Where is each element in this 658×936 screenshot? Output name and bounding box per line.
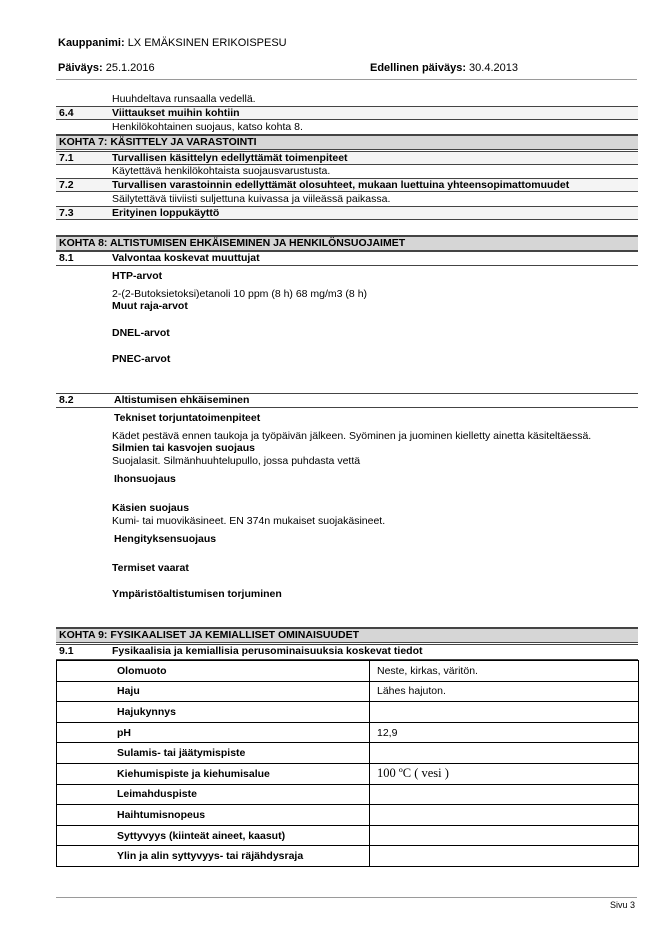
property-value xyxy=(370,805,639,826)
section-9-heading: KOHTA 9: FYSIKAALISET JA KEMIALLISET OMINAISUUDET xyxy=(56,627,638,643)
previous-date-value: 30.4.2013 xyxy=(469,62,518,74)
property-value xyxy=(370,743,639,764)
eye-protection-text: Suojalasit. Silmänhuuhtelupullo, jossa puhdasta vettä xyxy=(112,455,361,467)
subsection-title: Fysikaalisia ja kemiallisia perusominaisuuksia koskevat tiedot xyxy=(112,645,423,657)
table-row xyxy=(57,743,639,764)
property-label: Kiehumispiste ja kiehumisalue xyxy=(57,763,370,784)
subsection-8-1 xyxy=(56,251,638,266)
htp-values-text: 2-(2-Butoksietoksi)etanoli 10 ppm (8 h) 68 mg/m3 (8 h) xyxy=(112,288,368,300)
subsection-8-2 xyxy=(56,393,638,408)
skin-protection-label: Ihonsuojaus xyxy=(114,473,176,485)
table-row xyxy=(57,702,639,723)
section-8-heading: KOHTA 8: ALTISTUMISEN EHKÄISEMINEN JA HENKILÖNSUOJAIMET xyxy=(56,235,638,251)
eye-protection-label: Silmien tai kasvojen suojaus xyxy=(112,442,255,454)
subsection-title: Turvallisen käsittelyn edellyttämät toimenpiteet xyxy=(112,152,348,164)
property-value xyxy=(370,702,639,723)
property-value: 100 ºC ( vesi ) xyxy=(370,763,639,784)
subsection-title: Erityinen loppukäyttö xyxy=(112,207,220,219)
trade-name-label: Kauppanimi: xyxy=(58,37,125,49)
table-row xyxy=(57,763,639,784)
physical-properties-table xyxy=(56,660,639,867)
subsection-6-4 xyxy=(56,106,638,120)
subsection-title: Altistumisen ehkäiseminen xyxy=(114,394,250,406)
subsection-number: 7.2 xyxy=(59,179,74,191)
property-label: Syttyvyys (kiinteät aineet, kaasut) xyxy=(57,825,370,846)
pnec-label: PNEC-arvot xyxy=(112,353,171,365)
section-7-1-text: Käytettävä henkilökohtaista suojausvarustusta. xyxy=(112,165,331,177)
property-value: 12,9 xyxy=(370,722,639,743)
subsection-title: Valvontaa koskevat muuttujat xyxy=(112,252,260,264)
thermal-hazards-label: Termiset vaarat xyxy=(112,562,189,574)
subsection-title: Turvallisen varastoinnin edellyttämät olosuhteet, mukaan luettuina yhteensopimattomuudet xyxy=(112,179,570,191)
subsection-7-1 xyxy=(56,151,638,165)
section-7-2-text: Säilytettävä tiiviisti suljettuna kuivassa ja viileässä paikassa. xyxy=(112,193,391,205)
subsection-number: 6.4 xyxy=(59,107,74,119)
environmental-exposure-label: Ympäristöaltistumisen torjuminen xyxy=(112,588,282,600)
technical-measures-text: Kädet pestävä ennen taukoja ja työpäivän jälkeen. Syöminen ja juominen kielletty ainetta käsiteltäessä. xyxy=(112,430,592,442)
table-row xyxy=(57,805,639,826)
property-label: Olomuoto xyxy=(57,661,370,682)
table-row xyxy=(57,846,639,867)
property-label: Ylin ja alin syttyvyys- tai räjähdysraja xyxy=(57,846,370,867)
technical-measures-label: Tekniset torjuntatoimenpiteet xyxy=(114,412,261,424)
table-row xyxy=(57,825,639,846)
previous-date xyxy=(370,62,518,74)
subsection-9-1 xyxy=(56,644,638,660)
page-number: Sivu 3 xyxy=(610,900,636,910)
trade-name xyxy=(58,37,287,49)
property-label: Hajukynnys xyxy=(57,702,370,723)
trade-name-value: LX EMÄKSINEN ERIKOISPESU xyxy=(127,37,287,49)
subsection-number: 9.1 xyxy=(59,645,74,657)
property-value xyxy=(370,825,639,846)
property-label: Haju xyxy=(57,681,370,702)
table-row xyxy=(57,784,639,805)
property-value xyxy=(370,784,639,805)
subsection-number: 7.1 xyxy=(59,152,74,164)
property-label: Sulamis- tai jäätymispiste xyxy=(57,743,370,764)
date xyxy=(58,62,155,74)
date-value: 25.1.2016 xyxy=(105,62,155,74)
date-label: Päiväys: xyxy=(58,62,103,74)
subsection-7-3 xyxy=(56,206,638,220)
section-7-heading: KOHTA 7: KÄSITTELY JA VARASTOINTI xyxy=(56,134,638,150)
section-6-4-text: Henkilökohtainen suojaus, katso kohta 8. xyxy=(112,121,303,133)
dnel-label: DNEL-arvot xyxy=(112,327,170,339)
property-value: Lähes hajuton. xyxy=(370,681,639,702)
subsection-title: Viittaukset muihin kohtiin xyxy=(112,107,240,119)
previous-date-label: Edellinen päiväys: xyxy=(370,62,466,74)
other-limits-label: Muut raja-arvot xyxy=(112,300,188,312)
subsection-number: 7.3 xyxy=(59,207,74,219)
table-row xyxy=(57,681,639,702)
property-label: pH xyxy=(57,722,370,743)
respiratory-protection-label: Hengityksensuojaus xyxy=(114,533,217,545)
subsection-number: 8.2 xyxy=(59,394,74,406)
header-divider xyxy=(56,79,637,80)
property-value: Neste, kirkas, väritön. xyxy=(370,661,639,682)
property-value xyxy=(370,846,639,867)
htp-values-label: HTP-arvot xyxy=(112,270,163,282)
hand-protection-label: Käsien suojaus xyxy=(112,502,190,514)
table-row xyxy=(57,722,639,743)
section-6-3-continued-text: Huuhdeltava runsaalla vedellä. xyxy=(112,93,256,105)
footer-divider xyxy=(56,897,637,898)
subsection-number: 8.1 xyxy=(59,252,74,264)
hand-protection-text: Kumi- tai muovikäsineet. EN 374n mukaiset suojakäsineet. xyxy=(112,515,386,527)
table-row xyxy=(57,661,639,682)
property-label: Leimahduspiste xyxy=(57,784,370,805)
subsection-7-2 xyxy=(56,178,638,192)
property-label: Haihtumisnopeus xyxy=(57,805,370,826)
